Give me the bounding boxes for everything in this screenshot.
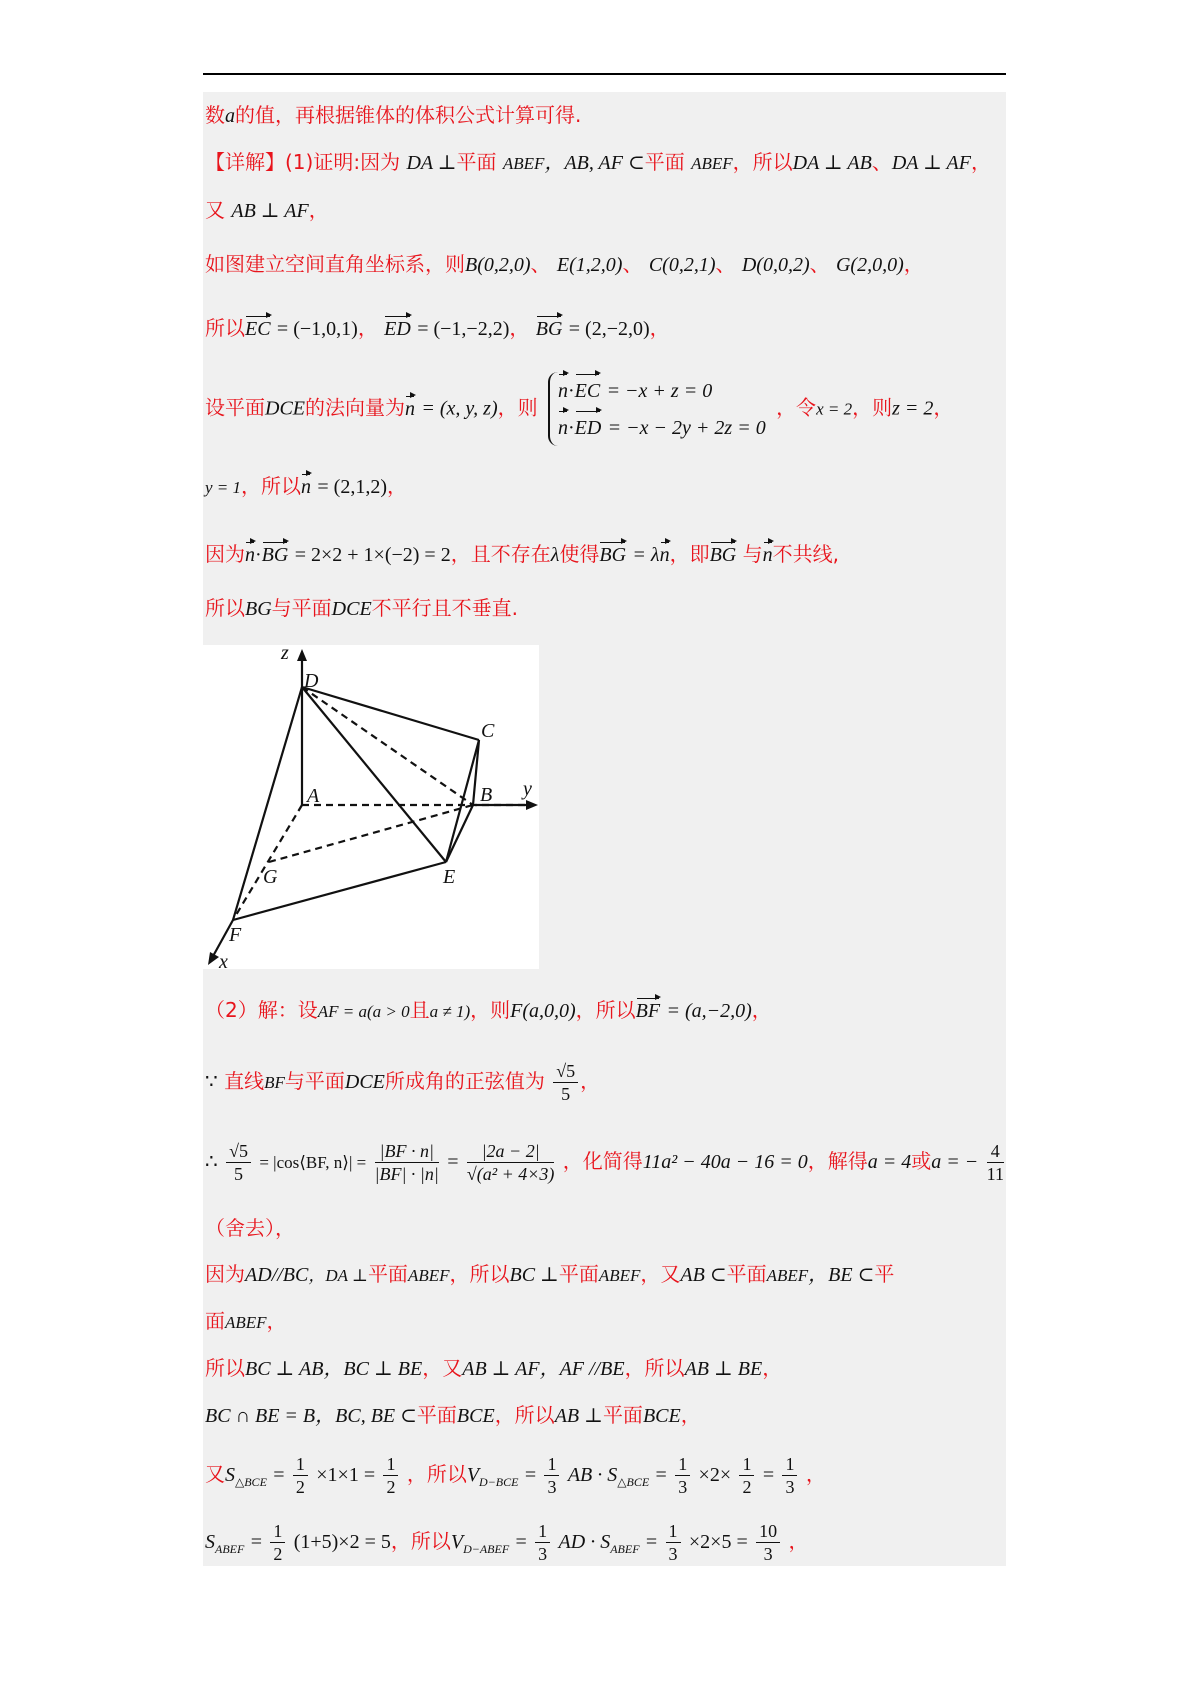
label-F: F xyxy=(229,924,242,946)
proof-line-2: 又 AB ⊥ AF， xyxy=(205,198,329,222)
header-rule xyxy=(203,73,1006,75)
x-axis-arrow xyxy=(208,952,219,965)
label-x: x xyxy=(219,951,228,969)
sine-fraction: $\frac{√5}{5}$ xyxy=(553,1060,578,1105)
vector-BG: BG xyxy=(536,315,563,343)
y-axis-arrow xyxy=(526,800,538,810)
edge-DB xyxy=(302,687,473,805)
label-B: B xyxy=(480,784,493,806)
dot-product-line: 因为n·BG = 2×2 + 1×(−2) = 2，且不存在λ使得BG = λn，即BG 与n不共线, xyxy=(205,540,839,569)
z-axis-arrow xyxy=(297,649,307,661)
part2-line-6: 面ABEF， xyxy=(205,1309,287,1333)
label-z: z xyxy=(281,645,289,664)
vector-EC: EC xyxy=(245,315,271,343)
label-E: E xyxy=(443,866,456,888)
part2-line-2: ∵ 直线BF与平面DCE所成角的正弦值为 $\frac{√5}{5}$ ， xyxy=(205,1061,601,1104)
normal-result-line: y = 1，所以n = (2,1,2)， xyxy=(205,472,407,502)
part2-line-3: ∴ $\frac{√5}{5}$ = |cos⟨BF, n⟩| = $\frac{|BF \cdot n|}{|BF| \cdot |n|}$ = $\frac{|2a - 2|}{\text{√(a² + 4×3)}}$ ，化简得11a² − 40a − 16 = 0，解得a = 4或a = − $\frac{4}{11}$ xyxy=(205,1141,1004,1184)
vector-ED: ED xyxy=(384,315,411,343)
geometry-figure xyxy=(203,645,539,969)
solid-diagram xyxy=(203,645,539,969)
edge-GB xyxy=(269,805,473,862)
intro-line: 数a的值，再根据锥体的体积公式计算可得. xyxy=(205,103,582,127)
vectors-line: 所以EC = (−1,0,1)， ED = (−1,−2,2)， BG = (2,−2,0)， xyxy=(205,314,670,343)
normal-vector-line: 设平面DCE的法向量为n = (x, y, z)，则 n·EC = −x + z = 0 n·ED = −x − 2y + 2z = 0 ，令x = 2，则z = 2， xyxy=(205,372,953,446)
x-axis-dashed xyxy=(233,805,302,920)
conclusion-line: 所以BG与平面DCE不平行且不垂直. xyxy=(205,596,519,620)
part2-line-1: （2）解：设AF = a(a > 0且a ≠ 1)，则F(a,0,0)，所以BF = (a,−2,0)， xyxy=(205,996,772,1026)
label-G: G xyxy=(263,866,278,888)
part2-line-9: 又$S_{\triangle BCE}$ = $\frac{1}{2}$ ×1×1 = $\frac{1}{2}$ ，所以$V_{D-BCE}$ = $\frac{1}{3}$ AB · $S_{\triangle BCE}$ = $\frac{1}{3}$ ×2× $\frac{1}{2}$ = $\frac{1}{3}$ ， xyxy=(205,1454,826,1497)
part2-line-10: $S_{ABEF}$ = $\frac{1}{2}$ (1+5)×2 = 5，所以$V_{D-ABEF}$ = $\frac{1}{3}$ AD · $S_{ABEF}$ = $\frac{1}{3}$ ×2×5 = $\frac{10}{3}$ ， xyxy=(205,1521,809,1564)
part2-line-5: 因为AD//BC，DA ⊥平面ABEF，所以BC ⊥平面ABEF，又AB ⊂平面ABEF，BE ⊂平 xyxy=(205,1262,895,1286)
label-y: y xyxy=(523,778,532,800)
equation-system: n·EC = −x + z = 0 n·ED = −x − 2y + 2z = 0 xyxy=(548,372,766,446)
coordinate-line: 如图建立空间直角坐标系，则B(0,2,0)、 E(1,2,0)、 C(0,2,1)、 D(0,0,2)、 G(2,0,0)， xyxy=(205,252,924,276)
proof-line-1: 【详解】(1)证明:因为 DA ⊥平面 ABEF，AB, AF ⊂平面 ABEF，所以DA ⊥ AB、DA ⊥ AF， xyxy=(205,150,991,174)
label-A: A xyxy=(307,785,320,807)
label-C: C xyxy=(481,720,495,742)
label-D: D xyxy=(304,670,319,692)
part2-line-4: （舍去）， xyxy=(205,1216,295,1240)
part2-line-8: BC ∩ BE = B，BC, BE ⊂平面BCE，所以AB ⊥平面BCE， xyxy=(205,1403,701,1427)
part2-line-7: 所以BC ⊥ AB，BC ⊥ BE，又AB ⊥ AF，AF //BE，所以AB ⊥ BE， xyxy=(205,1356,783,1380)
edge-DE xyxy=(302,687,446,862)
edge-DC xyxy=(302,687,479,740)
